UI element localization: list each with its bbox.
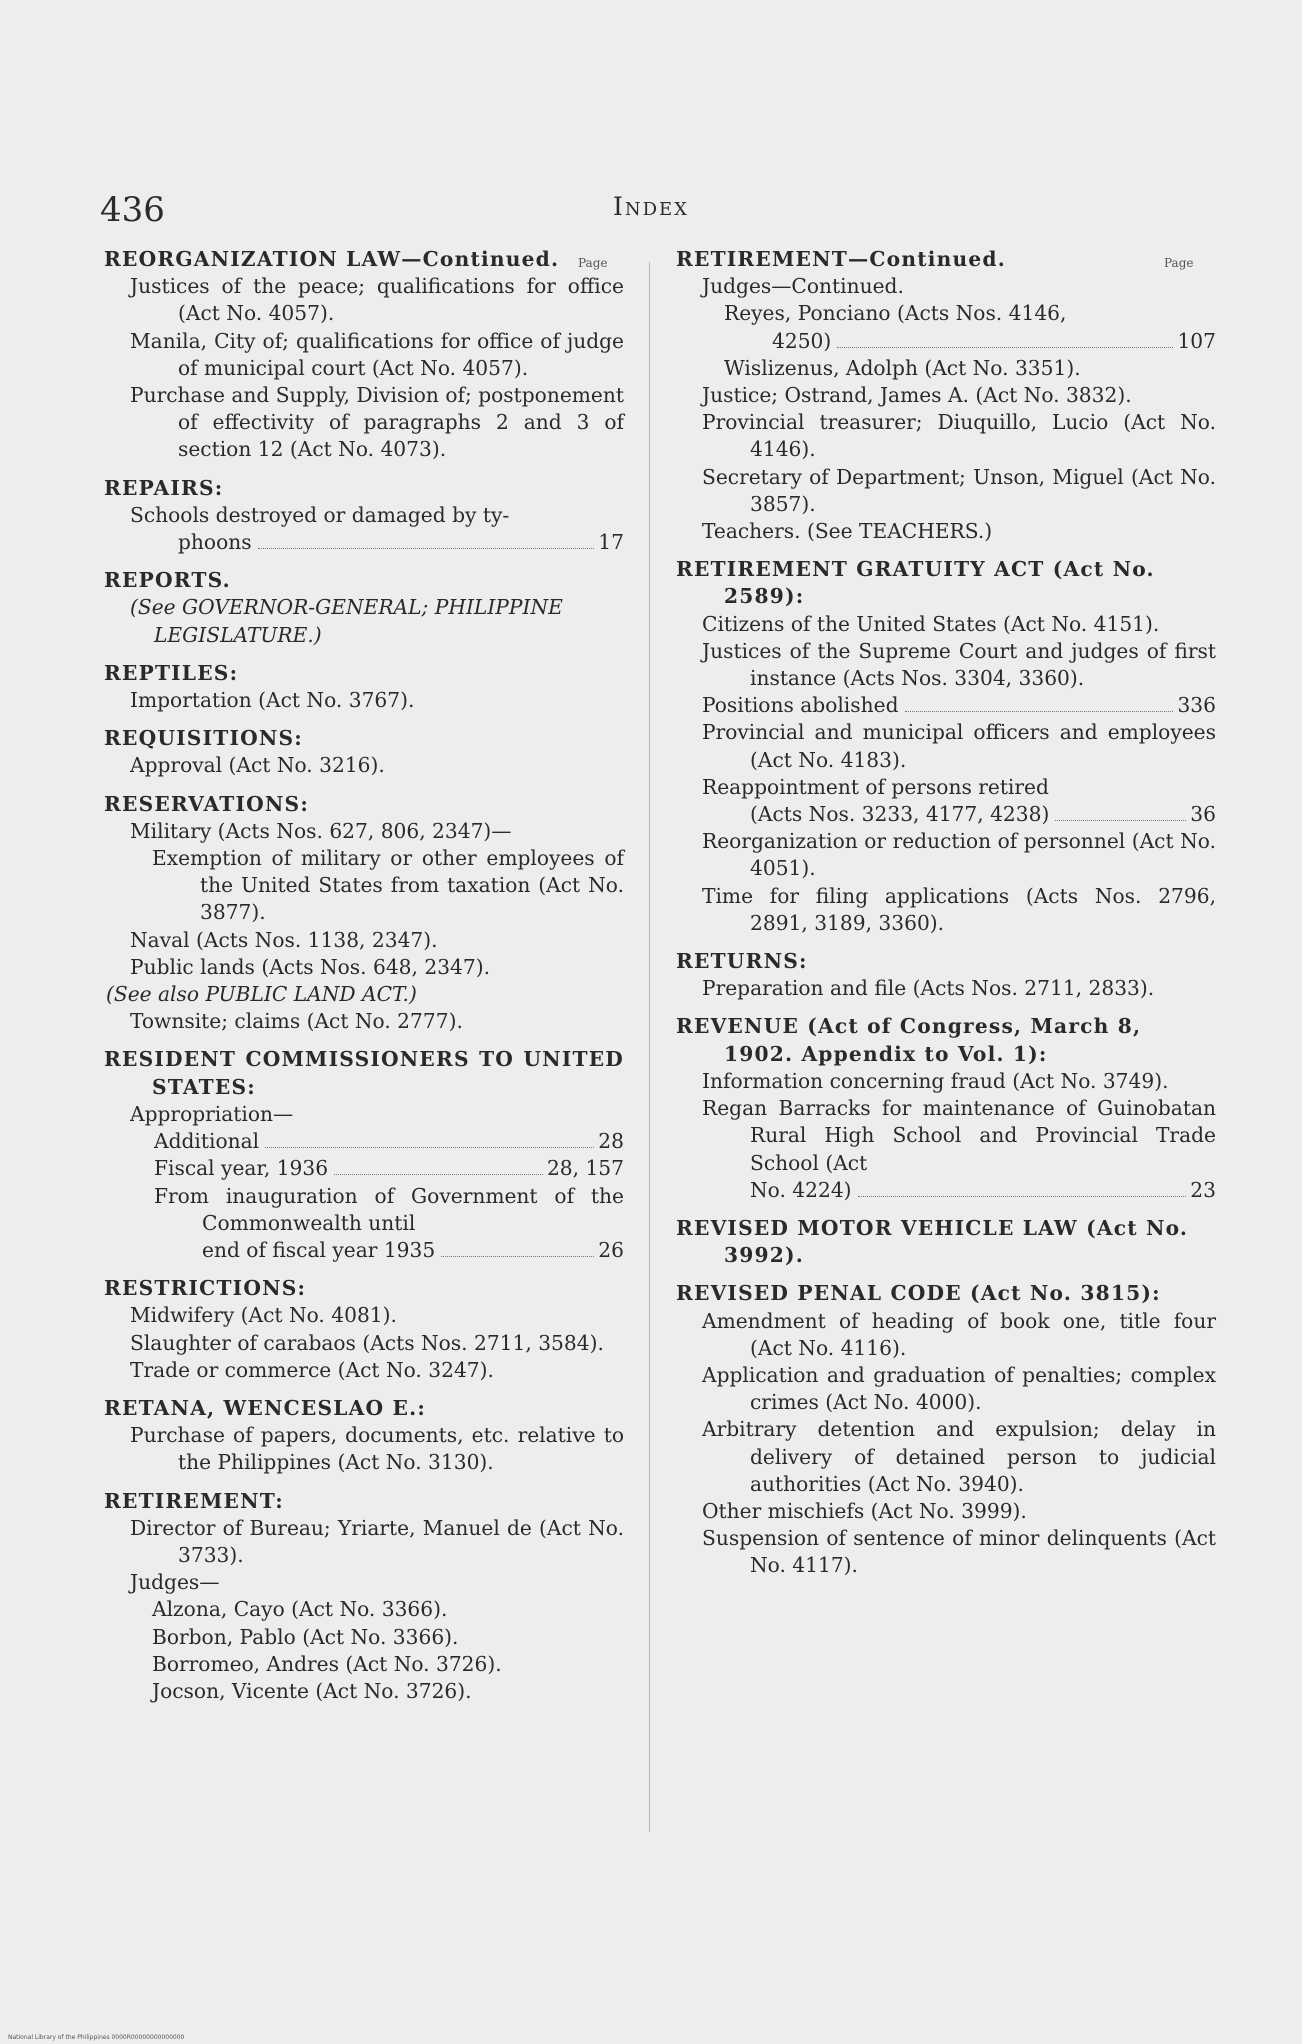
subentry: Preparation and file (Acts Nos. 2711, 2833).	[702, 976, 1155, 1001]
subentry: Teachers. (See TEACHERS.)	[702, 519, 993, 544]
page-column-label-left: Page	[578, 256, 608, 270]
subentry: Fiscal year, 1936 28, 157	[104, 1155, 624, 1182]
subentry: Military (Acts Nos. 627, 806, 2347)—	[130, 818, 512, 843]
entry-heading: REVENUE (Act of Congress, March 8, 1902. Appendix to Vol. 1):	[676, 1014, 1142, 1066]
subentry: Exemption of military or other employees of the United States from taxation (Act No. 3877).	[152, 846, 624, 925]
see-reference: (See also PUBLIC LAND ACT.)	[106, 982, 417, 1007]
subentry: From inauguration of Government of the Commonwealth until end of fiscal year 1935 26	[104, 1183, 624, 1265]
subentry: Arbitrary detention and expulsion; delay in delivery of detained person to judicial authorities (Act No. 3940).	[702, 1417, 1216, 1496]
subentry: Purchase of papers, documents, etc. relative to the Philippines (Act No. 3130).	[130, 1423, 624, 1475]
subentry: Purchase and Supply, Division of; postponement of effectivity of paragraphs 2 and 3 of section 12 (Act No. 4073).	[130, 383, 624, 462]
subentry: Importation (Act No. 3767).	[130, 688, 415, 713]
entry-reorganization-law	[104, 246, 624, 464]
subentry: Justices of the peace; qualifications for office (Act No. 4057).	[130, 274, 624, 326]
column-divider	[649, 262, 650, 1832]
subentry: Reappointment of persons retired (Acts Nos. 3233, 4177, 4238) 36	[676, 774, 1216, 828]
entry-retana	[104, 1395, 624, 1477]
subentry: Positions abolished 336	[676, 692, 1216, 719]
subentry: Appropriation—	[130, 1101, 294, 1126]
page-ref: 336	[1177, 693, 1216, 718]
subentry: Slaughter of carabaos (Acts Nos. 2711, 3584).	[130, 1330, 604, 1355]
subentry: Borromeo, Andres (Act No. 3726).	[152, 1651, 502, 1676]
footer-credit: National Library of the Philippines 0000R00000000000000	[8, 2034, 185, 2041]
entry-revised-penal-code	[676, 1280, 1216, 1579]
entry-heading: REVISED MOTOR VEHICLE LAW (Act No. 3992).	[676, 1215, 1189, 1268]
entry-heading: REPAIRS:	[104, 475, 224, 500]
entry-retirement-continued	[676, 246, 1216, 545]
subentry: Jocson, Vicente (Act No. 3726).	[152, 1678, 472, 1703]
entry-heading: REPTILES:	[104, 660, 239, 685]
entry-resident-commissioners	[104, 1046, 624, 1264]
entry-heading: RESERVATIONS:	[104, 791, 309, 816]
entry-heading: RETIREMENT:	[104, 1488, 284, 1513]
entry-requisitions	[104, 725, 624, 779]
entry-heading: RETURNS:	[676, 949, 808, 974]
right-column	[676, 246, 1216, 1591]
subentry: Information concerning fraud (Act No. 3749).	[702, 1068, 1169, 1093]
page-ref: 28	[598, 1129, 624, 1154]
subentry: Provincial treasurer; Diuquillo, Lucio (Act No. 4146).	[702, 410, 1216, 462]
see-reference: (See GOVERNOR-GENERAL; PHILIPPINE LEGISLATURE.)	[130, 595, 563, 647]
subentry: Application and graduation of penalties; complex crimes (Act No. 4000).	[702, 1362, 1216, 1415]
entry-heading: REVISED PENAL CODE (Act No. 3815):	[676, 1281, 1161, 1306]
subentry: Wislizenus, Adolph (Act No. 3351).	[724, 355, 1081, 380]
subentry: Amendment of heading of book one, title four (Act No. 4116).	[702, 1308, 1216, 1360]
subentry: Approval (Act No. 3216).	[130, 753, 385, 778]
subentry: Reorganization or reduction of personnel (Act No. 4051).	[702, 829, 1216, 881]
subentry: Citizens of the United States (Act No. 4151).	[702, 611, 1160, 636]
entry-repairs	[104, 475, 624, 557]
subentry: Additional 28	[104, 1128, 624, 1155]
entry-returns	[676, 948, 1216, 1002]
running-title: Index	[612, 192, 689, 221]
subentry: Judges—	[130, 1570, 220, 1595]
subentry: Director of Bureau; Yriarte, Manuel de (Act No. 3733).	[130, 1515, 624, 1567]
entry-revenue	[676, 1013, 1216, 1203]
page-ref: 107	[1177, 328, 1216, 353]
entry-heading: RETANA, WENCESLAO E.:	[104, 1395, 426, 1420]
subentry: Naval (Acts Nos. 1138, 2347).	[130, 927, 438, 952]
page-ref: 28, 157	[546, 1156, 624, 1181]
subentry: Time for filing applications (Acts Nos. 2796, 2891, 3189, 3360).	[702, 883, 1216, 935]
subentry: Other mischiefs (Act No. 3999).	[702, 1498, 1027, 1523]
entry-restrictions	[104, 1275, 624, 1384]
subentry: Judges—Continued.	[702, 274, 904, 299]
page-ref: 36	[1190, 802, 1216, 827]
subentry: Public lands (Acts Nos. 648, 2347).	[130, 954, 491, 979]
subentry: Reyes, Ponciano (Acts Nos. 4146, 4250) 107	[676, 300, 1216, 354]
page-ref: 23	[1190, 1177, 1216, 1202]
page-column-label-right: Page	[1164, 256, 1194, 270]
subentry: Justices of the Supreme Court and judges of first instance (Acts Nos. 3304, 3360).	[702, 638, 1216, 691]
subentry: Suspension of sentence of minor delinquents (Act No. 4117).	[702, 1526, 1216, 1578]
page-ref: 17	[598, 530, 624, 555]
entry-retirement	[104, 1488, 624, 1706]
entry-heading: REQUISITIONS:	[104, 726, 303, 751]
entry-retirement-gratuity-act	[676, 556, 1216, 937]
entry-heading: RETIREMENT—Continued.	[676, 247, 1006, 271]
entry-reservations	[104, 791, 624, 1036]
subentry: Regan Barracks for maintenance of Guinobatan Rural High School and Provincial Trade School (Act No. 4224) 23	[676, 1095, 1216, 1204]
subentry: Secretary of Department; Unson, Miguel (Act No. 3857).	[702, 464, 1216, 516]
entry-heading: REPORTS.	[104, 568, 231, 593]
entry-reptiles	[104, 660, 624, 714]
subentry: Trade or commerce (Act No. 3247).	[130, 1357, 494, 1382]
entry-reports	[104, 567, 624, 649]
subentry: Manila, City of; qualifications for office of judge of municipal court (Act No. 4057).	[130, 328, 624, 380]
subentry: Alzona, Cayo (Act No. 3366).	[152, 1597, 448, 1622]
entry-revised-motor-vehicle-law	[676, 1215, 1216, 1269]
page-number: 436	[100, 190, 165, 230]
subentry: Justice; Ostrand, James A. (Act No. 3832).	[702, 383, 1132, 408]
subentry: Schools destroyed or damaged by ty- phoons 17	[104, 502, 624, 556]
entry-heading: RESTRICTIONS:	[104, 1276, 307, 1301]
subentry: Borbon, Pablo (Act No. 3366).	[152, 1624, 459, 1649]
page-ref: 26	[598, 1237, 624, 1262]
entry-heading: REORGANIZATION LAW—Continued.	[104, 247, 560, 271]
subentry: Townsite; claims (Act No. 2777).	[130, 1009, 463, 1034]
entry-heading: RETIREMENT GRATUITY ACT (Act No. 2589):	[676, 557, 1155, 609]
entry-heading: RESIDENT COMMISSIONERS TO UNITED STATES:	[104, 1047, 624, 1099]
subentry: Midwifery (Act No. 4081).	[130, 1303, 397, 1328]
subentry: Provincial and municipal officers and employees (Act No. 4183).	[702, 720, 1216, 772]
left-column	[104, 246, 624, 1716]
